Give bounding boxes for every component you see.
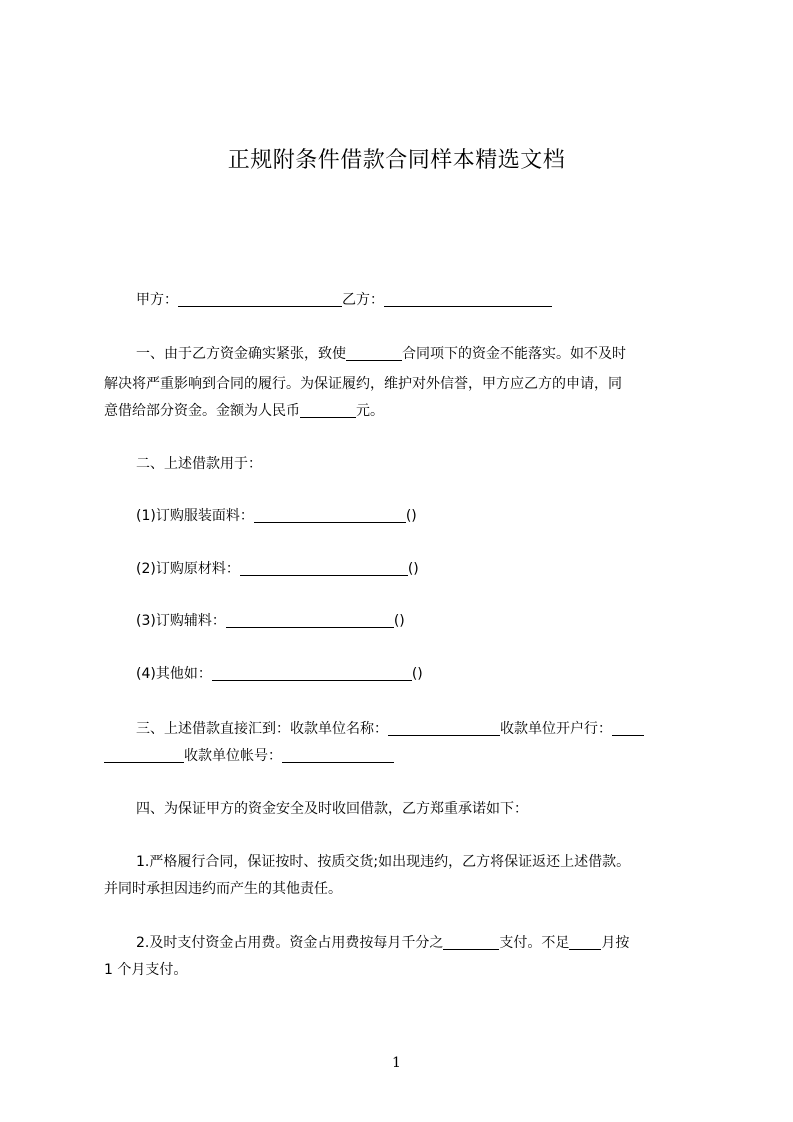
parties-line [104, 286, 736, 314]
clause2-item-1-blank[interactable] [254, 506, 406, 523]
clause4-heading: 四、为保证甲方的资金安全及时收回借款，乙方郑重承诺如下： [136, 801, 528, 817]
clause2-item-3-label: (3)订购辅料： [136, 613, 226, 629]
party-b-label: 乙方： [342, 292, 384, 308]
clause2-item-4-label: (4)其他如： [136, 666, 212, 682]
clause3-payee-name-blank[interactable] [388, 719, 500, 736]
clause2-item-4 [104, 660, 736, 688]
clause1-line3 [104, 397, 704, 425]
clause4-item2-blank-days[interactable] [569, 933, 601, 950]
clause1-text-line2: 解决将严重影响到合同的履行。为保证履约，维护对外信誉，甲方应乙方的申请，同 [104, 376, 622, 392]
clause4-item2-line2: 1 个月支付。 [104, 962, 188, 978]
clause1-text-amount-label: 意借给部分资金。金额为人民币 [104, 403, 300, 419]
clause2-item-4-blank[interactable] [212, 664, 412, 681]
clause3-payee-bank-blank-b[interactable] [104, 746, 184, 763]
clause4-item2-text-b: 支付。不足 [499, 935, 570, 951]
clause1-line1 [104, 340, 736, 368]
clause3-line2 [104, 742, 704, 770]
clause2-item-4-suffix: () [411, 666, 423, 682]
party-b-blank[interactable] [384, 290, 552, 307]
clause2-item-1-suffix: () [405, 508, 417, 524]
clause3-line1 [104, 715, 736, 743]
clause2-item-3-suffix: () [393, 613, 405, 629]
clause2-item-2 [104, 555, 736, 583]
clause1-line2 [104, 370, 704, 398]
clause2-item-1-label: (1)订购服装面料： [136, 508, 254, 524]
clause2-item-2-suffix: () [407, 561, 419, 577]
document-title: 正规附条件借款合同样本精选文档 [227, 148, 566, 173]
party-a-label: 甲方： [136, 292, 178, 308]
clause2-item-3-blank[interactable] [226, 611, 394, 628]
clause1-text-b: 合同项下的资金不能落实。如不及时 [402, 346, 626, 362]
clause4-item2-blank-rate[interactable] [443, 933, 499, 950]
clause3-payee-account-blank[interactable] [282, 746, 394, 763]
clause2-heading: 二、上述借款用于： [136, 456, 262, 472]
clause1-blank-amount[interactable] [300, 401, 356, 418]
party-a-blank[interactable] [178, 290, 342, 307]
clause2-item-2-label: (2)订购原材料： [136, 561, 240, 577]
clause1-blank-project[interactable] [346, 344, 402, 361]
clause2-item-1 [104, 502, 736, 530]
clause4-item2-text-c: 月按 [601, 935, 630, 951]
clause2-item-2-blank[interactable] [240, 559, 408, 576]
clause3-payee-bank-label: 收款单位开户行： [500, 721, 612, 737]
clause1-text-unit: 元。 [356, 403, 384, 419]
clause3-payee-bank-blank-a[interactable] [612, 719, 644, 736]
clause4-item1-line2: 并同时承担因违约而产生的其他责任。 [104, 881, 342, 897]
clause4-item1-line1: 1.严格履行合同，保证按时、按质交货;如出现违约，乙方将保证返还上述借款。 [136, 854, 631, 870]
page-number: 1 [392, 1055, 401, 1071]
clause2-item-3 [104, 607, 736, 635]
clause4-item2-line1 [104, 929, 736, 957]
clause3-payee-name-label: 三、上述借款直接汇到：收款单位名称： [136, 721, 388, 737]
clause3-payee-account-label: 收款单位帐号： [184, 748, 282, 764]
clause1-text-a: 一、由于乙方资金确实紧张，致使 [136, 346, 346, 362]
clause4-item2-text-a: 2.及时支付资金占用费。资金占用费按每月千分之 [136, 935, 444, 951]
